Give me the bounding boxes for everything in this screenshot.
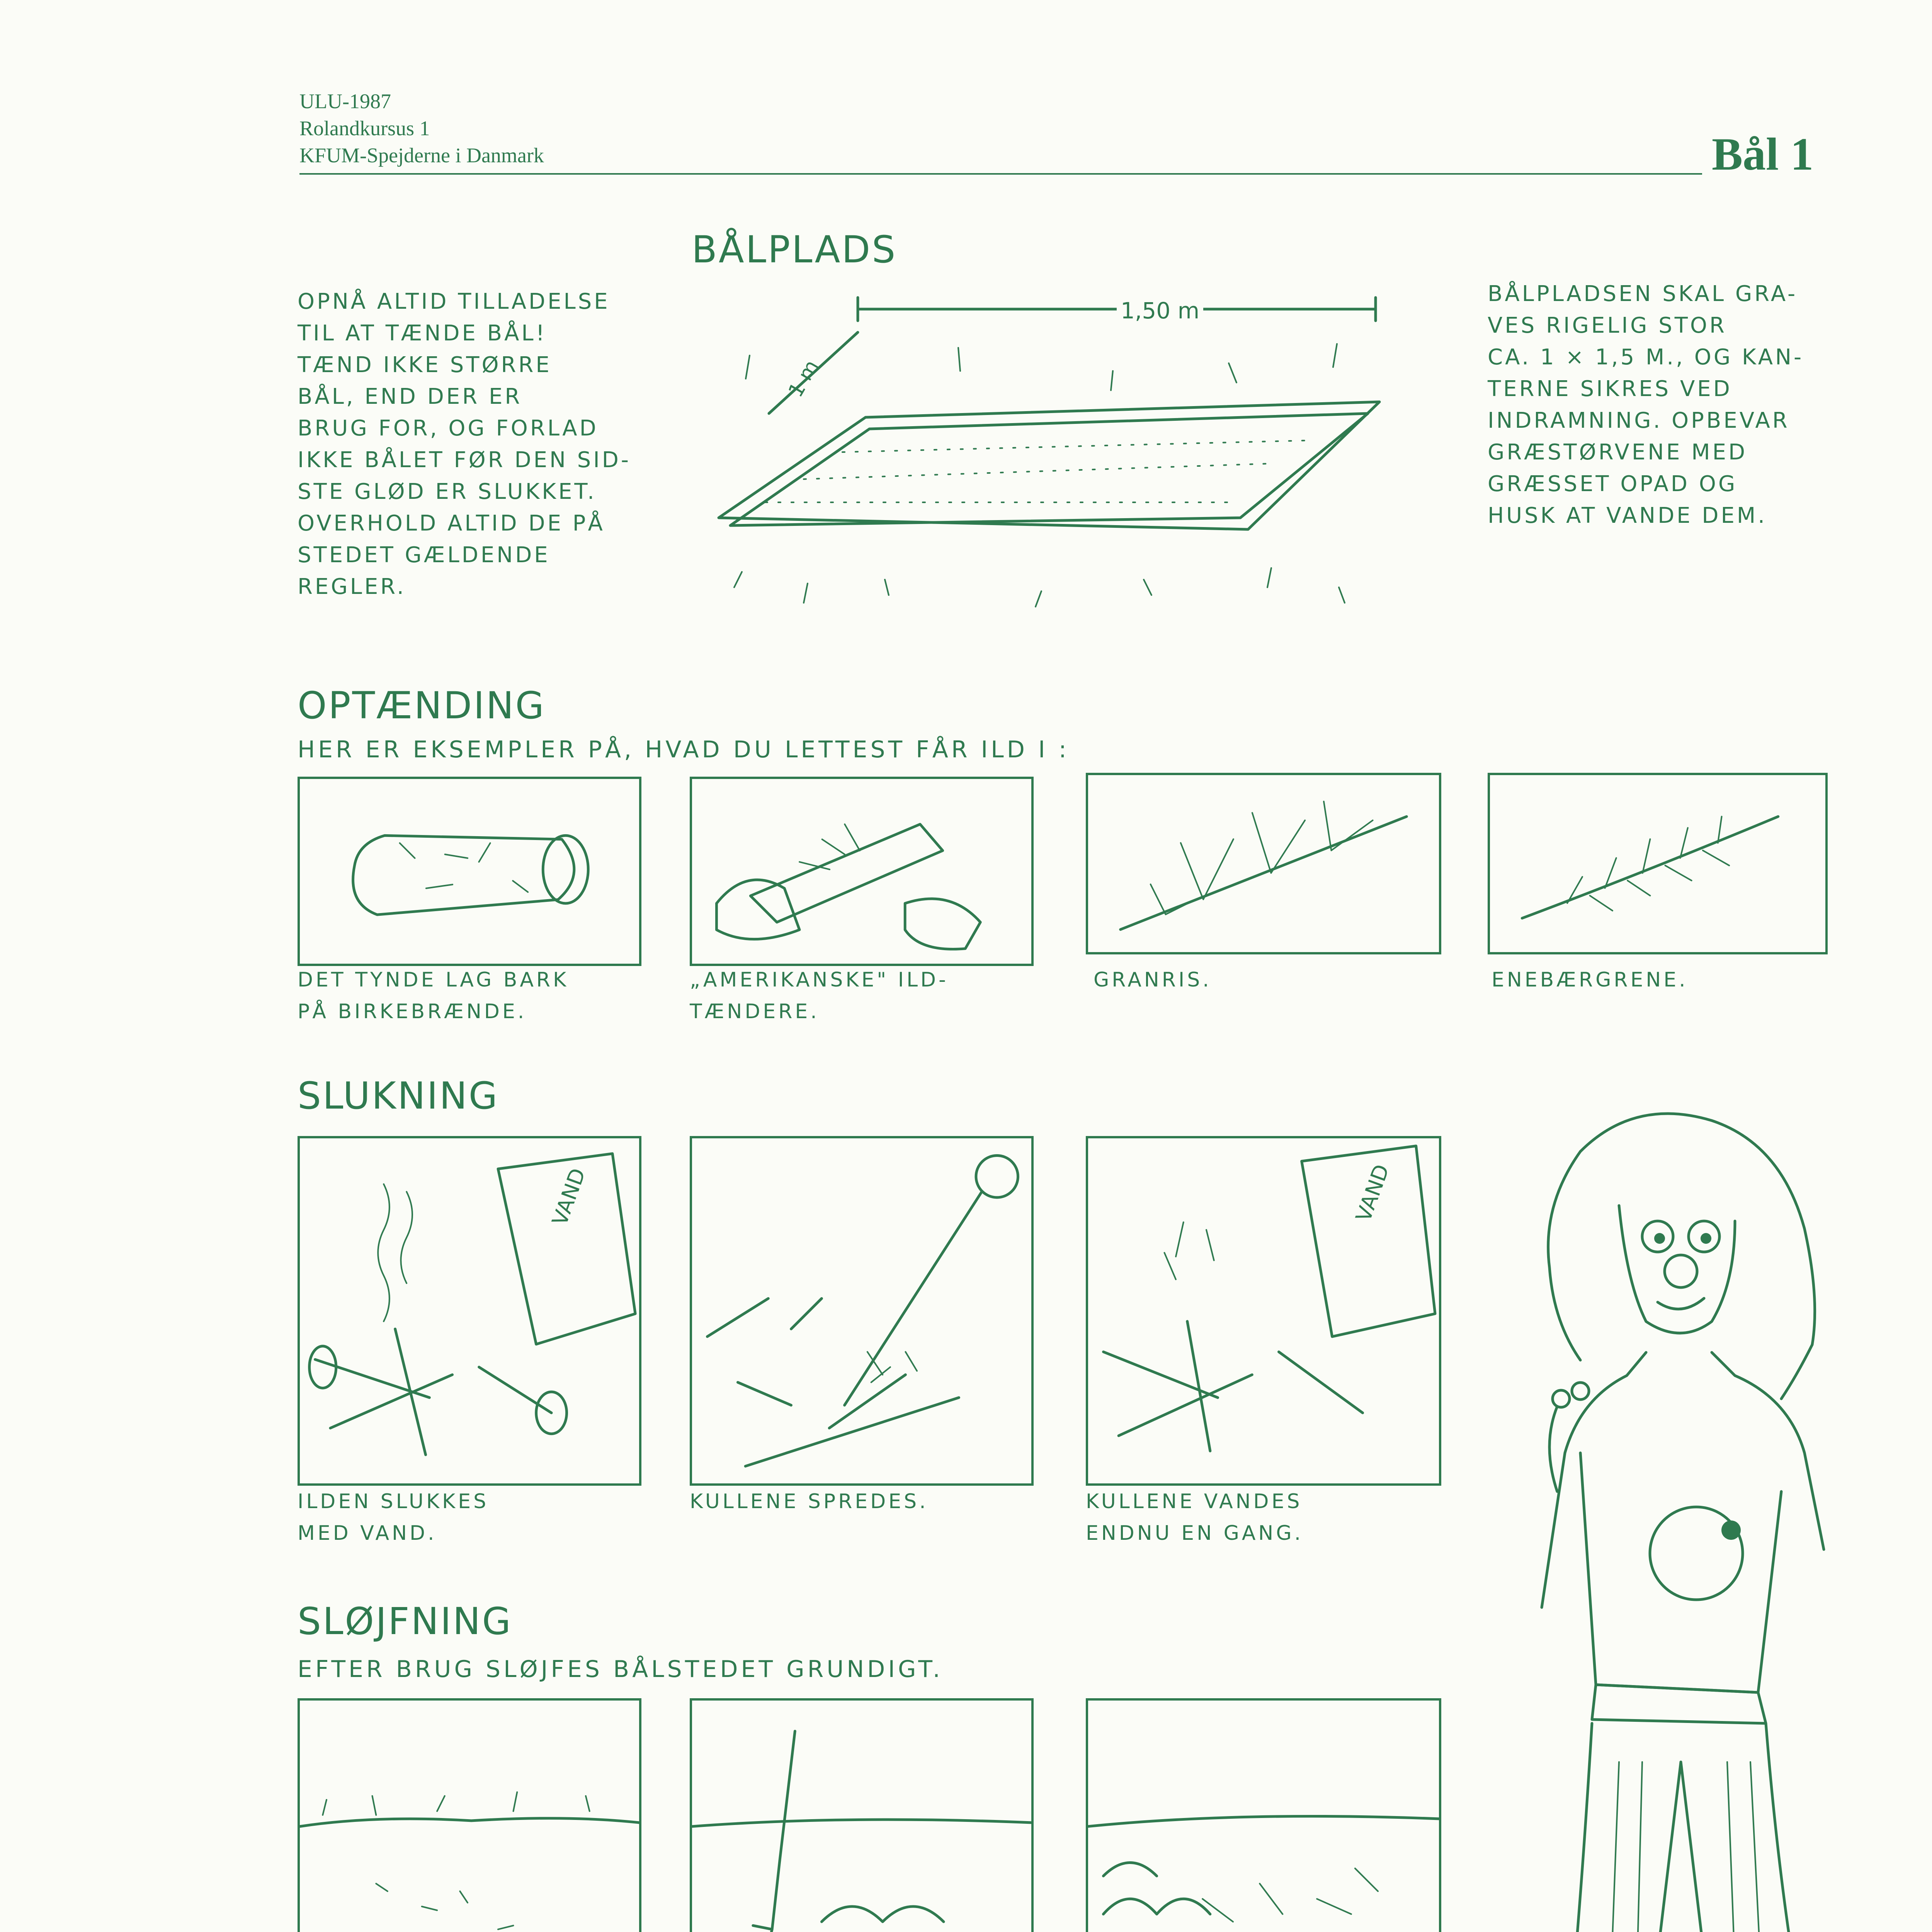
panel-water-again: [1086, 1136, 1441, 1486]
caption-water-again: KULLENE VANDES ENDNU EN GANG.: [1086, 1490, 1304, 1545]
panel-extinguish-water: [298, 1136, 641, 1486]
header-course-name: Rolandkursus 1: [299, 117, 430, 140]
optaending-heading: OPTÆNDING: [298, 684, 546, 727]
slojfning-subtitle: EFTER BRUG SLØJFES BÅLSTEDET GRUNDIGT.: [298, 1656, 943, 1683]
caption-fire-starter: „AMERIKANSKE" ILD- TÆNDERE.: [690, 968, 949, 1023]
caption-birch-bark: DET TYNDE LAG BARK PÅ BIRKEBRÆNDE.: [298, 968, 569, 1023]
panel-remove-frame: [298, 1698, 641, 1932]
caption-spread-coals: KULLENE SPREDES.: [690, 1490, 929, 1513]
panel-fire-starter: [690, 777, 1034, 966]
slojfning-heading: SLØJFNING: [298, 1600, 512, 1643]
header-organisation: KFUM-Spejderne i Danmark: [299, 144, 544, 167]
panel-replace-turf: [1086, 1698, 1441, 1932]
balplads-left-text: OPNÅ ALTID TILLADELSE TIL AT TÆNDE BÅL! TÆND IKKE STØRRE BÅL, END DER ER BRUG FOR, OG FORLAD IKKE BÅLET FØR DEN SID- STE GLØD ER SLUKKET. OVERHOLD ALTID DE PÅ STEDET GÆLDENDE REGLER.: [298, 289, 631, 599]
balplads-illustration: [688, 286, 1453, 645]
panel-spruce-twigs: [1086, 773, 1441, 954]
panel-spread-coals: [690, 1136, 1034, 1486]
panel-dig-fireplace: [690, 1698, 1034, 1932]
balplads-right-text: BÅLPLADSEN SKAL GRA- VES RIGELIG STOR CA. 1 × 1,5 M., OG KAN- TERNE SIKRES VED INDRAMNING. OPBEVAR GRÆSTØRVENE MED GRÆSSET OPAD OG HUSK AT VANDE DEM.: [1488, 281, 1804, 528]
header-rule: [299, 173, 1702, 175]
header-course-year: ULU-1987: [299, 90, 391, 113]
panel-birch-bark: [298, 777, 641, 966]
caption-juniper-branches: ENEBÆRGRENE.: [1492, 968, 1688, 992]
slukning-heading: SLUKNING: [298, 1074, 499, 1117]
dimension-long: 1,50 m: [1117, 298, 1203, 324]
caption-extinguish-water: ILDEN SLUKKES MED VAND.: [298, 1490, 489, 1545]
optaending-subtitle: HER ER EKSEMPLER PÅ, HVAD DU LETTEST FÅR ILD I :: [298, 736, 1070, 763]
scout-girl-illustration: [1464, 1105, 1889, 1932]
panel-juniper-branches: [1488, 773, 1828, 954]
page-title: Bål 1: [1712, 128, 1814, 180]
caption-spruce-twigs: GRANRIS.: [1094, 968, 1212, 992]
water-can-label-2: VAND: [1351, 1161, 1394, 1225]
dimension-short: 1 m: [784, 356, 824, 401]
balplads-heading: BÅLPLADS: [692, 228, 897, 271]
water-can-label: VAND: [547, 1165, 590, 1229]
